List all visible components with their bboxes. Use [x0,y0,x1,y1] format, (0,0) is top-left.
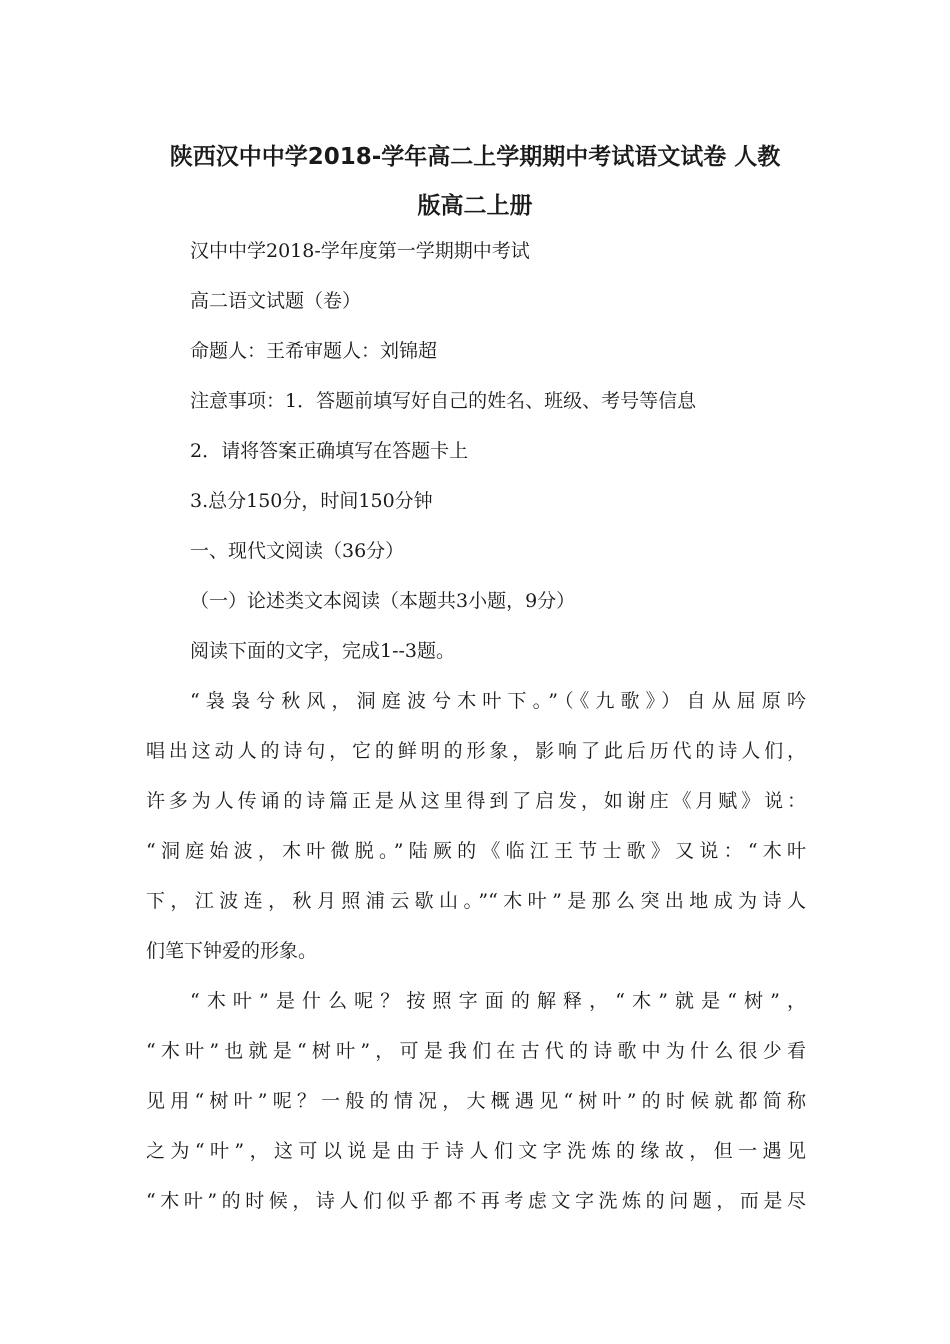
paragraph-1-line: “洞庭始波，木叶微脱。”陆厥的《临江王节士歌》又说：“木叶 [146,840,806,862]
paragraph-2-line: 见用“树叶”呢？一般的情况，大概遇见“树叶”的时候就都简称 [146,1090,806,1112]
document-title-line-1: 陕西汉中中学2018-学年高二上学期期中考试语文试卷 人教 [169,144,781,170]
exam-subject-line: 高二语文试题（卷） [190,290,362,312]
paragraph-1-line: 们笔下钟爱的形象。 [146,940,318,962]
paragraph-2-line: 之为“叶”，这可以说是由于诗人们文字洗炼的缘故，但一遇见 [146,1140,806,1162]
paragraph-1-line: 许多为人传诵的诗篇正是从这里得到了启发，如谢庄《月赋》说： [146,790,806,812]
notice-line-3: 3.总分150分，时间150分钟 [190,490,433,512]
subsection-heading: （一）论述类文本阅读（本题共3小题，9分） [190,590,576,612]
paragraph-1-line: 下，江波连，秋月照浦云歇山。”“木叶”是那么突出地成为诗人 [146,890,806,912]
notice-line-1: 注意事项：1．答题前填写好自己的姓名、班级、考号等信息 [190,390,697,412]
paragraph-1-line: 唱出这动人的诗句，它的鲜明的形象，影响了此后历代的诗人们， [146,740,806,762]
document-title-line-2: 版高二上册 [417,193,533,219]
paragraph-2-line: “木叶”的时候，诗人们似乎都不再考虑文字洗炼的问题，而是尽 [146,1190,806,1212]
reading-instruction: 阅读下面的文字，完成1--3题。 [190,640,456,662]
paragraph-1-line: “袅袅兮秋风，洞庭波兮木叶下。”（《九歌》）自从屈原吟 [190,690,806,712]
paragraph-2-line: “木叶”是什么呢？按照字面的解释，“木”就是“树”， [190,990,806,1012]
notice-line-2: 2．请将答案正确填写在答题卡上 [190,440,469,462]
exam-authors-line: 命题人：王希审题人：刘锦超 [190,340,438,362]
paragraph-2-line: “木叶”也就是“树叶”，可是我们在古代的诗歌中为什么很少看 [146,1040,806,1062]
section-heading: 一、现代文阅读（36分） [190,540,405,562]
exam-name-line: 汉中中学2018-学年度第一学期期中考试 [190,240,530,262]
